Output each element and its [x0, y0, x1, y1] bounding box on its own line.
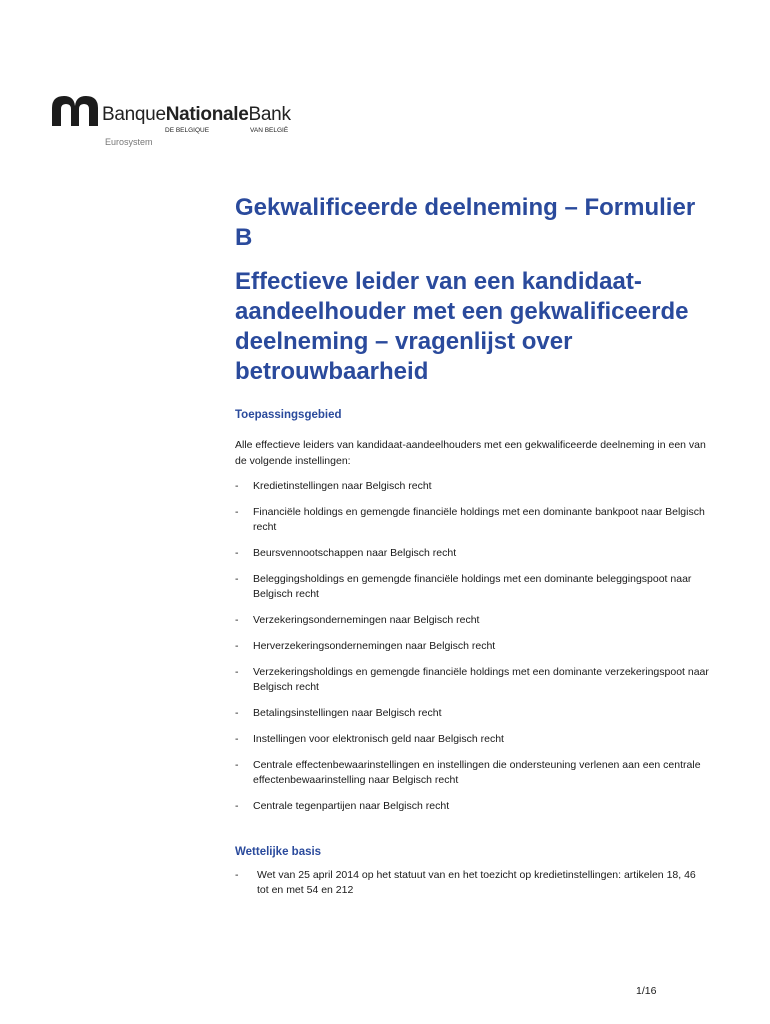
list-item-text: Verzekeringsondernemingen naar Belgisch recht: [253, 614, 480, 626]
list-item-text: Verzekeringsholdings en gemengde financiële holdings met een dominante verzekeringspoot naar Belgisch recht: [253, 666, 709, 693]
list-dash: -: [235, 506, 239, 518]
list-item-text: Herverzekeringsondernemingen naar Belgisch recht: [253, 640, 496, 652]
legal-basis-list: [235, 868, 710, 898]
list-item: [235, 758, 710, 788]
document-title: Gekwalificeerde deelneming – Formulier B: [235, 194, 696, 251]
scope-intro: Alle effectieve leiders van kandidaat-aandeelhouders met een gekwalificeerde deelneming in een van de volgende instellingen:: [235, 439, 706, 467]
list-dash: -: [235, 707, 239, 719]
logo-eurosystem: Eurosystem: [105, 137, 153, 147]
list-dash: -: [235, 547, 239, 559]
list-item-text: Instellingen voor elektronisch geld naar Belgisch recht: [253, 733, 504, 745]
list-dash: -: [235, 480, 239, 492]
list-item-text: Centrale effectenbewaarinstellingen en instellingen die ondersteuning verlenen aan een centrale effectenbewaarinstelling naar Belgisch recht: [253, 759, 701, 786]
list-item: [235, 868, 710, 898]
list-item-text: Wet van 25 april 2014 op het statuut van en het toezicht op kredietinstellingen: artikelen 18, 46 tot en met 54 en 212: [257, 869, 696, 896]
nbb-logo: [50, 92, 310, 162]
logo-word-banque: Banque: [102, 104, 166, 125]
list-item: [235, 546, 710, 561]
list-item: [235, 706, 710, 721]
list-item: [235, 572, 710, 602]
list-item: [235, 505, 710, 535]
logo-subtitle-nl: VAN BELGIË: [250, 127, 289, 134]
list-dash: -: [235, 640, 239, 652]
list-item: [235, 613, 710, 628]
list-dash: -: [235, 666, 239, 678]
page-number: 1/16: [636, 985, 657, 997]
list-dash: -: [235, 759, 239, 771]
scope-list: [235, 479, 710, 814]
legal-basis-heading: Wettelijke basis: [235, 846, 322, 858]
nbb-logo-mark-icon: [50, 92, 100, 128]
list-item-text: Betalingsinstellingen naar Belgisch recht: [253, 707, 442, 719]
list-item: [235, 799, 710, 814]
list-dash: -: [235, 800, 239, 812]
list-dash: -: [235, 573, 239, 585]
list-item-text: Beleggingsholdings en gemengde financiële holdings met een dominante beleggingspoot naar Belgisch recht: [253, 573, 692, 600]
logo-subtitle-fr: DE BELGIQUE: [165, 127, 210, 134]
logo-word-bank: Bank: [248, 104, 291, 125]
list-item: [235, 639, 710, 654]
list-item-text: Centrale tegenpartijen naar Belgisch recht: [253, 800, 450, 812]
logo-wordmark: [102, 104, 291, 126]
list-item-text: Beursvennootschappen naar Belgisch recht: [253, 547, 457, 559]
list-dash: -: [235, 733, 239, 745]
list-item-text: Kredietinstellingen naar Belgisch recht: [253, 480, 432, 492]
document-body: [235, 193, 710, 909]
list-dash: -: [235, 614, 239, 626]
list-item: [235, 665, 710, 695]
document-subtitle: Effectieve leider van een kandidaat-aandeelhouder met een gekwalificeerde deelneming – vragenlijst over betrouwbaarheid: [235, 268, 689, 385]
list-item: [235, 479, 710, 494]
list-item: [235, 732, 710, 747]
list-dash: -: [235, 869, 239, 881]
logo-word-nationale: Nationale: [165, 104, 249, 125]
scope-heading: Toepassingsgebied: [235, 409, 342, 421]
list-item-text: Financiële holdings en gemengde financiële holdings met een dominante bankpoot naar Belgisch recht: [253, 506, 705, 533]
